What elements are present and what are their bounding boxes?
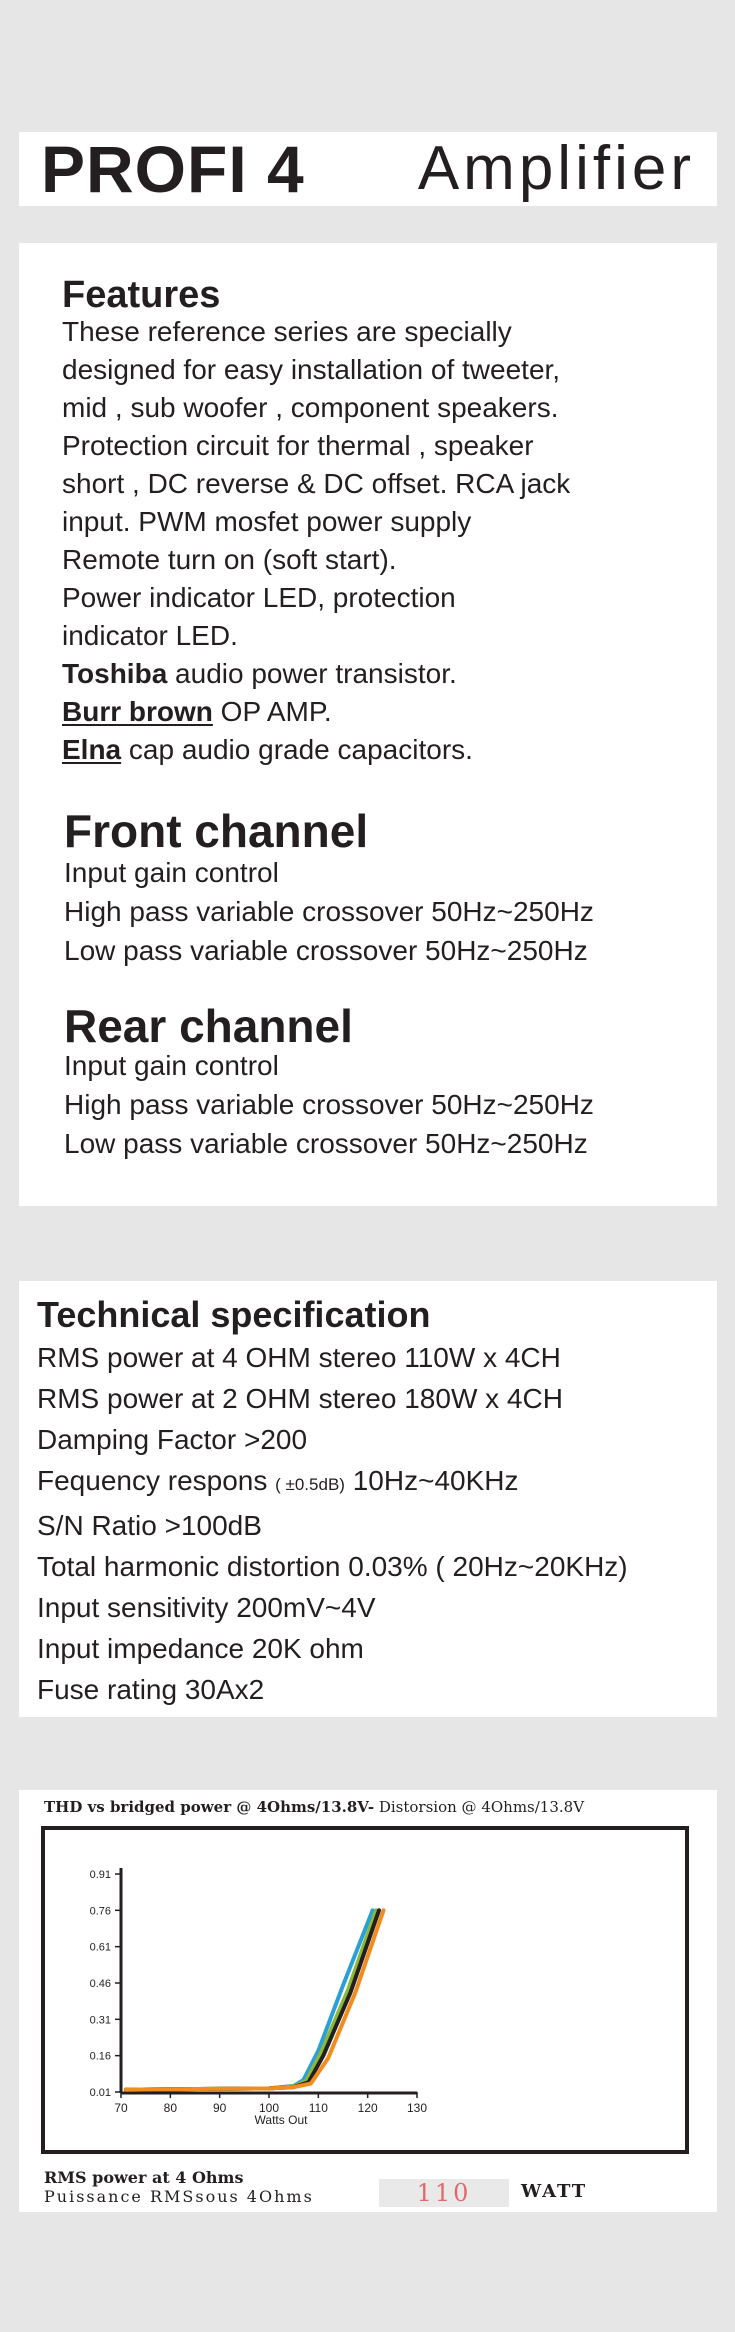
- series-line-3: [126, 1910, 379, 2089]
- front-line: High pass variable crossover 50Hz~250Hz: [64, 896, 594, 927]
- spec-line: RMS power at 4 OHM stereo 110W x 4CH: [37, 1342, 561, 1373]
- thd-chart: [45, 1830, 685, 2150]
- spec-line-frequency: [37, 1460, 628, 1505]
- front-channel-text: [64, 853, 594, 970]
- front-line: Input gain control: [64, 857, 279, 888]
- spec-line: Damping Factor >200: [37, 1424, 308, 1455]
- features-line: short , DC reverse & DC offset. RCA jack: [62, 468, 571, 499]
- features-line: Protection circuit for thermal , speaker: [62, 430, 534, 461]
- x-tick-label: 120: [357, 2101, 378, 2115]
- rear-line: Low pass variable crossover 50Hz~250Hz: [64, 1128, 588, 1159]
- brand-elna: Elna: [62, 734, 122, 765]
- features-panel: [19, 243, 717, 1206]
- features-line: indicator LED.: [62, 620, 238, 651]
- features-line: Power indicator LED, protection: [62, 582, 456, 613]
- power-value: 110: [379, 2179, 509, 2207]
- brand-text: audio power transistor.: [167, 658, 457, 689]
- brand-line: [62, 731, 570, 769]
- rear-channel-heading: Rear channel: [64, 1000, 353, 1052]
- x-tick-label: 80: [163, 2101, 178, 2115]
- front-channel-heading: Front channel: [64, 805, 369, 857]
- brand-line: [62, 655, 570, 693]
- spec-line: Input impedance 20K ohm: [37, 1633, 364, 1664]
- rear-line: Input gain control: [64, 1050, 279, 1081]
- brand-toshiba: Toshiba: [62, 658, 168, 689]
- model-name: PROFI 4: [41, 132, 305, 206]
- y-tick-label: 0.76: [89, 1905, 111, 1918]
- spec-line: Total harmonic distortion 0.03% ( 20Hz~20KHz): [37, 1551, 628, 1582]
- x-tick-label: 70: [114, 2101, 128, 2115]
- product-type: Amplifier: [417, 134, 695, 203]
- chart-title: [44, 1798, 584, 1816]
- freq-tolerance: ( ±0.5dB): [275, 1475, 345, 1494]
- tech-spec-text: [37, 1337, 628, 1710]
- chart-panel: [19, 1790, 717, 2212]
- brand-line: [62, 693, 570, 731]
- x-tick-label: 110: [308, 2101, 328, 2115]
- y-tick-label: 0.91: [89, 1869, 111, 1881]
- rear-channel-text: [64, 1046, 594, 1163]
- chart-frame: [41, 1826, 689, 2154]
- features-heading: Features: [62, 274, 221, 316]
- tech-spec-heading: Technical specification: [37, 1294, 431, 1335]
- series-line-1: [126, 1910, 373, 2089]
- features-line: input. PWM mosfet power supply: [62, 506, 472, 537]
- y-tick-label: 0.31: [89, 2014, 111, 2027]
- footer-rms-subtitle: Puissance RMSsous 4Ohms: [44, 2187, 314, 2206]
- power-unit: WATT: [521, 2181, 588, 2202]
- title-banner: [19, 132, 717, 206]
- x-tick-label: 130: [406, 2101, 428, 2115]
- freq-range: 10Hz~40KHz: [352, 1465, 519, 1496]
- rear-line: High pass variable crossover 50Hz~250Hz: [64, 1089, 594, 1120]
- features-text: [62, 313, 570, 769]
- features-line: These reference series are specially: [62, 316, 512, 347]
- features-line: mid , sub woofer , component speakers.: [62, 392, 559, 423]
- y-tick-label: 0.01: [89, 2087, 111, 2099]
- chart-title-bold: THD vs bridged power @ 4Ohms/13.8V-: [44, 1798, 375, 1816]
- x-tick-label: 90: [212, 2101, 227, 2115]
- front-line: Low pass variable crossover 50Hz~250Hz: [64, 935, 588, 966]
- y-tick-label: 0.16: [89, 2050, 111, 2063]
- spec-line: RMS power at 2 OHM stereo 180W x 4CH: [37, 1383, 563, 1414]
- chart-title-normal: Distorsion @ 4Ohms/13.8V: [374, 1798, 585, 1816]
- brand-text: cap audio grade capacitors.: [121, 734, 473, 765]
- features-line: Remote turn on (soft start).: [62, 544, 397, 575]
- brand-text: OP AMP.: [212, 696, 332, 727]
- spec-line: Input sensitivity 200mV~4V: [37, 1592, 376, 1623]
- spec-line: Fuse rating 30Ax2: [37, 1674, 265, 1705]
- brand-burr-brown: Burr brown: [62, 696, 213, 727]
- features-line: designed for easy installation of tweeter,: [62, 354, 561, 385]
- x-axis-label: Watts Out: [254, 2113, 308, 2127]
- tech-spec-panel: [19, 1281, 717, 1717]
- spec-line: S/N Ratio >100dB: [37, 1510, 262, 1541]
- y-tick-label: 0.46: [89, 1978, 111, 1990]
- footer-rms-title: RMS power at 4 Ohms: [44, 2168, 244, 2187]
- x-tick-label: 100: [258, 2101, 280, 2115]
- y-tick-label: 0.61: [89, 1941, 111, 1954]
- freq-label: Fequency respons: [37, 1465, 268, 1496]
